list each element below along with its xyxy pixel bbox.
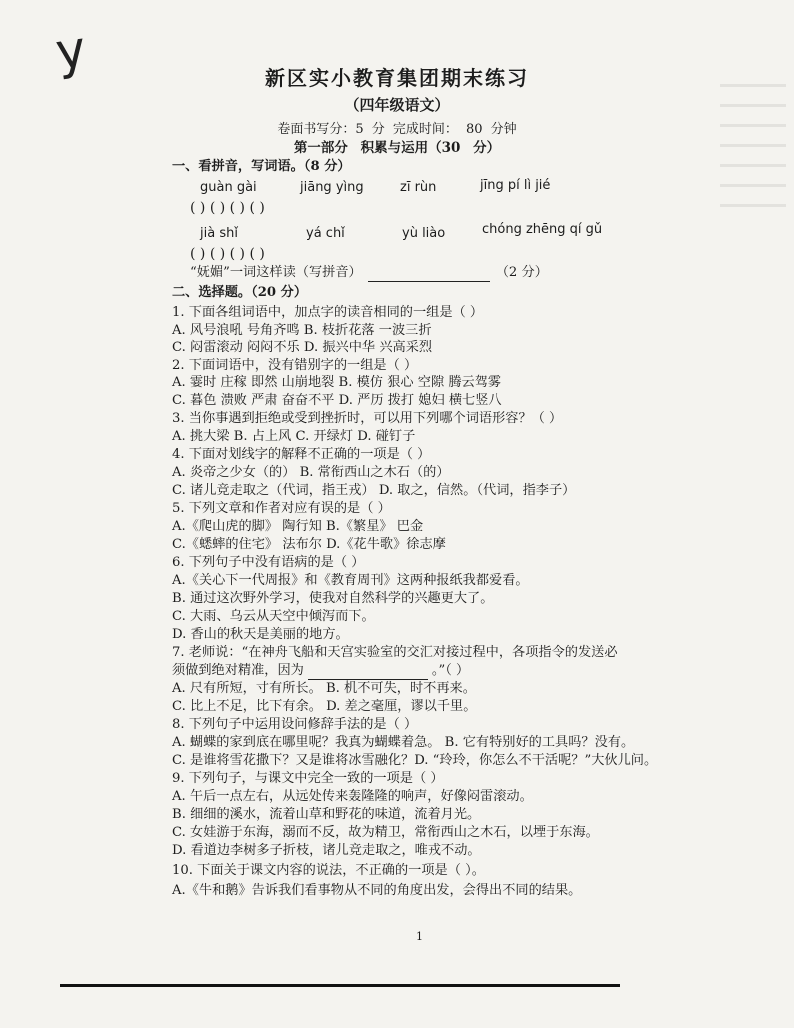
pinyin-item: yá chǐ — [306, 226, 345, 241]
pinyin-answer-line[interactable] — [368, 281, 490, 282]
option-line: A.《牛和鹅》告诉我们看事物从不同的角度出发，会得出不同的结果。 — [172, 883, 582, 898]
option-line: C. 暮色 溃败 严肃 奋奋不平 D. 严历 拨打 媳妇 横七竖八 — [172, 393, 502, 408]
page-number: 1 — [416, 930, 423, 943]
answer-blanks-row-2[interactable]: ( ) ( ) ( ) ( ) — [190, 246, 265, 262]
option-line: A. 挑大梁 B. 占上风 C. 开绿灯 D. 碰钉子 — [172, 429, 416, 444]
option-line: C. 女娃游于东海，溺而不反，故为精卫，常衔西山之木石，以堙于东海。 — [172, 825, 599, 840]
option-line: C. 闷雷滚动 闷闷不乐 D. 振兴中华 兴高采烈 — [172, 340, 433, 355]
option-line: A. 尺有所短，寸有所长。 B. 机不可失，时不再来。 — [172, 681, 476, 696]
pinyin-item: chóng zhēng qí gǔ — [482, 222, 603, 237]
pronunciation-prompt: “妩媚”一词这样读（写拼音） — [190, 265, 362, 280]
pronunciation-question — [190, 264, 548, 282]
question-line: 3. 当你事遇到拒绝或受到挫折时，可以用下列哪个词语形容？（ ） — [172, 411, 563, 426]
option-line: A. 蝴蝶的家到底在哪里呢？我真为蝴蝶着急。 B. 它有特别好的工具吗？没有。 — [172, 735, 635, 750]
option-line: A. 霎时 庄稼 即然 山崩地裂 B. 模仿 狠心 空隙 腾云驾雾 — [172, 375, 502, 390]
question-line: 4. 下面对划线字的解释不正确的一项是（ ） — [172, 447, 431, 462]
part-one-heading: 第一部分 积累与运用（30 分） — [293, 140, 501, 156]
option-line: B. 通过这次野外学习，使我对自然科学的兴趣更大了。 — [172, 591, 494, 606]
pinyin-item: guàn gài — [200, 180, 257, 195]
option-line: A.《关心下一代周报》和《教育周刊》这两种报纸我都爱看。 — [172, 573, 529, 588]
option-line: C. 诸儿竞走取之（代词，指王戎） D. 取之，信然。（代词，指李子） — [172, 483, 576, 498]
question-line: 6. 下列句子中没有语病的是（ ） — [172, 555, 365, 570]
exam-subtitle: （四年级语文） — [344, 96, 450, 114]
exam-meta: 卷面书写分：5 分 完成时间： 80 分钟 — [277, 122, 517, 137]
question-line: 8. 下列句子中运用设问修辞手法的是（ ） — [172, 717, 418, 732]
option-line: C. 大雨、乌云从天空中倾泻而下。 — [172, 609, 375, 624]
option-line: A. 风号浪吼 号角齐鸣 B. 枝折花落 一波三折 — [172, 323, 432, 338]
question-line: 7. 老师说：“在神舟飞船和天宫实验室的交汇对接过程中，各项指令的发送必 — [172, 645, 618, 660]
option-line: A.《爬山虎的脚》 陶行知 B.《繁星》 巴金 — [172, 519, 424, 534]
option-line: D. 香山的秋天是美丽的地方。 — [172, 627, 349, 642]
question-line: 5. 下列文章和作者对应有误的是（ ） — [172, 501, 391, 516]
question-line-fill — [172, 662, 469, 680]
answer-blanks-row-1[interactable]: ( ) ( ) ( ) ( ) — [190, 200, 265, 216]
section-two-heading: 二、选择题。（20 分） — [172, 285, 308, 300]
option-line: B. 细细的溪水，流着山草和野花的味道，流着月光。 — [172, 807, 481, 822]
option-line: D. 看道边李树多子折枝，诸儿竞走取之，唯戎不动。 — [172, 843, 481, 858]
pronunciation-score: （2 分） — [495, 265, 548, 280]
question-line: 9. 下列句子，与课文中完全一致的一项是（ ） — [172, 771, 444, 786]
option-line: C. 比上不足，比下有余。 D. 差之毫厘，谬以千里。 — [172, 699, 477, 714]
pinyin-item: zī rùn — [400, 180, 437, 195]
section-one-heading: 一、看拼音，写词语。（8 分） — [172, 159, 351, 174]
pinyin-item: jiāng yìng — [300, 180, 364, 195]
question-line: 1. 下面各组词语中，加点字的读音相同的一组是（ ） — [172, 305, 484, 320]
option-line: A. 炎帝之少女（的） B. 常衔西山之木石（的） — [172, 465, 450, 480]
pinyin-item: jīng pí lì jié — [480, 178, 551, 193]
question-line: 10. 下面关于课文内容的说法，不正确的一项是（ ）。 — [172, 863, 485, 878]
option-line: A. 午后一点左右，从远处传来轰隆隆的响声，好像闷雷滚动。 — [172, 789, 533, 804]
q7-prompt: 须做到绝对精准，因为 — [172, 663, 304, 678]
pinyin-item: jià shǐ — [200, 226, 238, 241]
option-line: C.《蟋蟀的住宅》 法布尔 D.《花牛歌》徐志摩 — [172, 537, 446, 552]
pinyin-item: yù liào — [402, 226, 446, 241]
question-line: 2. 下面词语中，没有错别字的一组是（ ） — [172, 358, 418, 373]
option-line: C. 是谁将雪花撒下？又是谁将冰雪融化？D. “玲玲，你怎么不干活呢？”大伙儿问。 — [172, 753, 658, 768]
handwritten-mark: y — [52, 20, 84, 82]
scan-edge-rule — [60, 984, 620, 987]
q7-paren: 。”（ ） — [431, 663, 470, 678]
exam-title: 新区实小教育集团期末练习 — [265, 66, 529, 90]
